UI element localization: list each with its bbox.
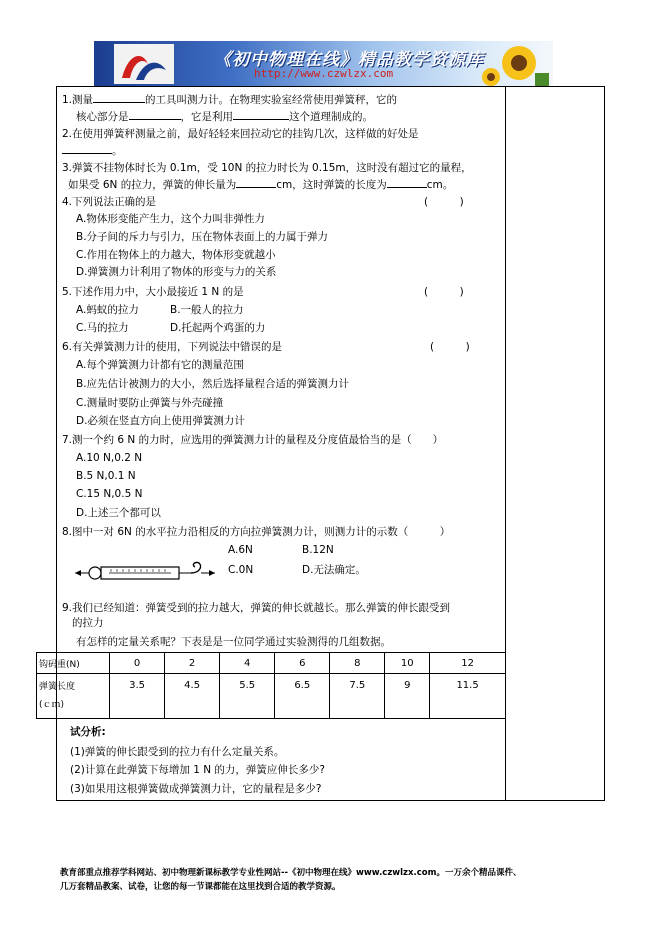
question-7-stem: 7.测一个约 6 N 的力时，应选用的弹簧测力计的量程及分度值最恰当的是（ ） xyxy=(62,434,444,446)
table-cell: 9 xyxy=(385,674,430,719)
table-row-header-line2: (ｃｍ) xyxy=(39,700,65,710)
sunflower-icon xyxy=(479,43,549,86)
question-2-line2: 。 xyxy=(62,143,123,158)
table-cell: 0 xyxy=(110,653,165,674)
question-8-option-c: C.0N xyxy=(228,564,254,576)
footer-line-1: 教育部重点推荐学科网站、初中物理新课标教学专业性网站--《初中物理在线》www.czwlzx.com。一万余个精品课件、 xyxy=(60,868,522,878)
table-row-header: 钩码重(N) xyxy=(37,653,110,674)
question-1-line1: 1.测量 的工具叫测力计。在物理实验室经常使用弹簧秤，它的 xyxy=(62,94,398,106)
question-4-answer-paren: ( ) xyxy=(424,196,464,208)
table-cell: 6.5 xyxy=(275,674,330,719)
table-row-header xyxy=(37,674,110,719)
question-4-stem: 4.下列说法正确的是 xyxy=(62,196,157,208)
question-8-stem: 8.图中一对 6N 的水平拉力沿相反的方向拉弹簧测力计，则测力计的示数（ ） xyxy=(62,526,451,538)
footer-line-2: 几万套精品教案、试卷，让您的每一节课都能在这里找到合适的教学资源。 xyxy=(60,882,341,892)
analysis-item-2: (2)计算在此弹簧下每增加 1 N 的力，弹簧应伸长多少? xyxy=(70,764,325,776)
table-row xyxy=(37,674,506,719)
question-5-option-c: C.马的拉力 xyxy=(76,322,129,334)
table-cell: 6 xyxy=(275,653,330,674)
analysis-item-3: (3)如果用这根弹簧做成弹簧测力计，它的量程是多少? xyxy=(70,783,322,795)
header-banner xyxy=(94,41,553,86)
table-cell: 11.5 xyxy=(430,674,506,719)
question-8-option-d: D.无法确定。 xyxy=(302,564,366,576)
question-7-option-c: C.15 N,0.5 N xyxy=(76,488,143,500)
table-cell: 12 xyxy=(430,653,506,674)
table-cell: 5.5 xyxy=(220,674,275,719)
question-3-line1: 3.弹簧不挂物体时长为 0.1m，受 10N 的拉力时长为 0.15m，这时没有超过它的量程， xyxy=(62,162,472,174)
question-7-option-d: D.上述三个都可以 xyxy=(76,507,161,519)
table-cell: 7.5 xyxy=(330,674,385,719)
banner-url[interactable]: http://www.czwlzx.com xyxy=(254,67,394,80)
analysis-title: 试分析: xyxy=(70,726,106,738)
table-cell: 4 xyxy=(220,653,275,674)
question-6-option-d: D.必须在竖直方向上使用弹簧测力计 xyxy=(76,415,245,427)
table-row xyxy=(37,653,506,674)
question-5-option-a: A.蚂蚁的拉力 xyxy=(76,304,139,316)
question-4-option-c: C.作用在物体上的力越大，物体形变就越小 xyxy=(76,249,276,261)
question-9-line2: 的拉力 xyxy=(72,617,104,629)
spring-data-table xyxy=(36,652,506,719)
question-6-stem: 6.有关弹簧测力计的使用，下列说法中错误的是 xyxy=(62,341,283,353)
question-6-option-a: A.每个弹簧测力计都有它的测量范围 xyxy=(76,359,244,371)
question-1-line2: 核心部分是 ，它是利用 这个道理制成的。 xyxy=(76,111,373,123)
banner-title: 《初中物理在线》精品教学资源库 xyxy=(214,50,484,70)
table-cell: 2 xyxy=(165,653,220,674)
question-5-option-d: D.托起两个鸡蛋的力 xyxy=(170,322,266,334)
question-4-option-b: B.分子间的斥力与引力，压在物体表面上的力属于弹力 xyxy=(76,231,329,243)
table-cell: 4.5 xyxy=(165,674,220,719)
question-6-answer-paren: ( ) xyxy=(430,341,470,353)
question-2-line1: 2.在使用弹簧秤测量之前，最好轻轻来回拉动它的挂钩几次，这样做的好处是 xyxy=(62,128,419,140)
question-3-line2: 如果受 6N 的拉力，弹簧的伸长量为 cm，这时弹簧的长度为 cm。 xyxy=(68,179,454,191)
question-9-line1: 9.我们已经知道：弹簧受到的拉力越大，弹簧的伸长就越长。那么弹簧的伸长跟受到 xyxy=(62,602,451,614)
page-footer xyxy=(60,866,620,894)
question-7-option-a: A.10 N,0.2 N xyxy=(76,452,143,464)
table-cell: 10 xyxy=(385,653,430,674)
question-5-option-b: B.一般人的拉力 xyxy=(170,304,244,316)
question-4-option-d: D.弹簧测力计利用了物体的形变与力的关系 xyxy=(76,266,277,278)
question-6-option-c: C.测量时要防止弹簧与外壳碰撞 xyxy=(76,397,224,409)
question-5-stem: 5.下述作用力中，大小最接近 1 N 的是 xyxy=(62,286,244,298)
spring-scale-diagram xyxy=(75,561,215,585)
analysis-item-1: (1)弹簧的伸长跟受到的拉力有什么定量关系。 xyxy=(70,746,285,758)
question-6-option-b: B.应先估计被测力的大小，然后选择量程合适的弹簧测力计 xyxy=(76,378,350,390)
table-cell: 3.5 xyxy=(110,674,165,719)
question-4-option-a: A.物体形变能产生力，这个力叫非弹性力 xyxy=(76,213,265,225)
question-8-option-b: B.12N xyxy=(302,544,334,556)
table-row-header-line1: 弹簧长度 xyxy=(39,682,76,692)
question-8-option-a: A.6N xyxy=(228,544,253,556)
question-9-line3: 有怎样的定量关系呢？下表是是一位同学通过实验测得的几组数据。 xyxy=(76,636,391,648)
question-5-answer-paren: ( ) xyxy=(424,286,464,298)
site-logo-icon xyxy=(114,44,174,84)
question-7-option-b: B.5 N,0.1 N xyxy=(76,470,136,482)
table-cell: 8 xyxy=(330,653,385,674)
